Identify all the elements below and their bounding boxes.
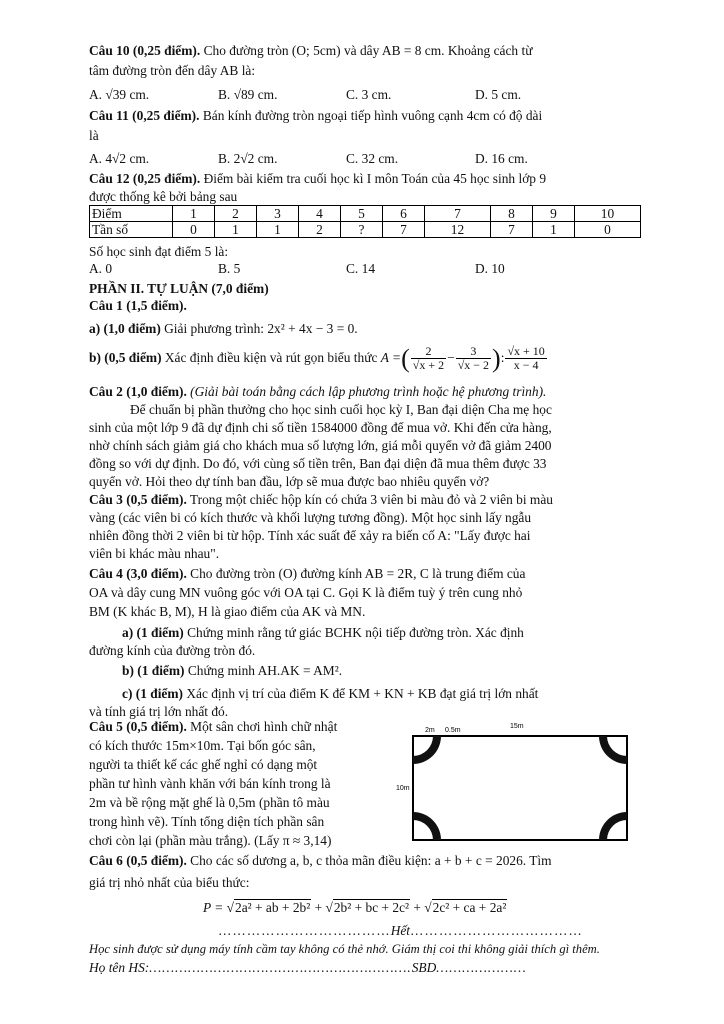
c6-expr-lhs: P = (203, 900, 224, 915)
c4-c (122, 685, 538, 702)
fraction-num: 3 (456, 345, 491, 359)
c2-line1 (89, 383, 546, 400)
table-cell: 8 (491, 206, 533, 222)
c4-line2: OA và dây cung MN vuông góc với OA tại C. Gọi K là điểm tuỳ ý trên cung nhỏ (89, 585, 523, 600)
fraction-den: √x − 2 (457, 358, 490, 373)
c4-c-2: và tính giá trị lớn nhất đó. (89, 704, 229, 719)
c2-note: (Giải bài toán bằng cách lập phương trình hoặc hệ phương trình). (186, 384, 547, 399)
fraction-2 (456, 345, 491, 372)
q10-option-c: C. 3 cm. (346, 87, 392, 102)
c3-line1 (89, 491, 553, 508)
c2-title: Câu 2 (1,0 điểm). (89, 384, 187, 399)
dots: ……………………………… (218, 923, 391, 938)
q12-option-c: C. 14 (346, 261, 376, 276)
c5-body-3: phần tư hình vành khăn với bán kính trong là (89, 776, 331, 791)
q10-option-d: D. 5 cm. (475, 87, 522, 102)
c1-title: Câu 1 (1,5 điểm). (89, 298, 187, 313)
c2-body-2: sinh của một lớp 9 đã dự định chi số tiền 1584000 đồng để mua vở. Khi đến cửa hàng, (89, 420, 552, 435)
table-cell: 6 (383, 206, 425, 222)
c4-c-text: Xác định vị trí của điểm K để KM + KN + KB đạt giá trị lớn nhất (182, 686, 539, 701)
table-cell: 0 (173, 222, 215, 238)
paren-open: ( (401, 343, 410, 373)
q11-option-d: D. 16 cm. (475, 151, 528, 166)
c6-line2: giá trị nhỏ nhất của biểu thức: (89, 875, 250, 890)
c1-b-label: b) (0,5 điểm) (89, 350, 162, 365)
table-row (90, 206, 641, 222)
c6-text: Cho các số dương a, b, c thỏa mãn điều kiện: a + b + c = 2026. Tìm (186, 853, 552, 868)
fraction-den: √x + 2 (412, 358, 445, 373)
q10-option-a: A. √39 cm. (89, 87, 150, 102)
q12-line1 (89, 170, 546, 187)
c6-expression: P = √2a² + ab + 2b² + √2b² + bc + 2c² + √2c² + ca + 2a² (203, 900, 507, 915)
part2-title: PHẦN II. TỰ LUẬN (7,0 điểm) (89, 281, 269, 296)
c4-text: Cho đường tròn (O) đường kính AB = 2R, C là trung điểm của (186, 566, 526, 581)
table-cell: 7 (383, 222, 425, 238)
q10-line2: tâm đường tròn đến dây AB là: (89, 63, 256, 78)
sqrt-term-2: 2b² + bc + 2c² (333, 900, 410, 915)
c6-title: Câu 6 (0,5 điểm). (89, 853, 187, 868)
q11-option-b: B. 2√2 cm. (218, 151, 278, 166)
fraction-1 (411, 345, 446, 372)
fig-label-15m: 15m (510, 723, 524, 730)
c3-text: Trong một chiếc hộp kín có chứa 3 viên bi màu đỏ và 2 viên bi màu (186, 492, 553, 507)
dots: ……………………………… (410, 923, 583, 938)
q11-title: Câu 11 (0,25 điểm). (89, 108, 200, 123)
q11-line1 (89, 107, 542, 124)
table-cell: 1 (257, 222, 299, 238)
sqrt-term-1: 2a² + ab + 2b² (235, 900, 311, 915)
c5-body-6: chơi còn lại (phần màu trắng). (Lấy π ≈ 3,14) (89, 833, 332, 848)
table-cell: Tần số (90, 222, 173, 238)
c2-body-1: Để chuẩn bị phần thưởng cho học sinh cuối học kỳ I, Ban đại diện Cha mẹ học (130, 402, 552, 417)
c5-line1 (89, 718, 337, 735)
c5-text: Một sân chơi hình chữ nhật (186, 719, 338, 734)
c5-body-1: có kích thước 15m×10m. Tại bốn góc sân, (89, 738, 316, 753)
c4-a (122, 624, 524, 641)
table-cell: 1 (173, 206, 215, 222)
c1-a (89, 320, 358, 337)
sbd-label: SBD (411, 960, 437, 975)
score-table (89, 205, 641, 238)
fraction-num: 2 (411, 345, 446, 359)
c5-title: Câu 5 (0,5 điểm). (89, 719, 187, 734)
fig-label-05m: 0.5m (445, 727, 461, 734)
footer-end-line (218, 922, 583, 939)
c1-b-expr-lhs: A = (380, 350, 402, 365)
q10-text: Cho đường tròn (O; 5cm) và dây AB = 8 cm. Khoảng cách từ (200, 43, 533, 58)
c5-body-4: 2m và bề rộng mặt ghế là 0,5m (phần tô màu (89, 795, 330, 810)
fig-label-10m: 10m (396, 785, 410, 792)
footer-name-line (89, 959, 527, 976)
table-cell: 12 (425, 222, 491, 238)
table-cell: 3 (257, 206, 299, 222)
name-label: Họ tên HS: (89, 960, 150, 975)
c3-body-3: viên bi khác màu nhau". (89, 546, 220, 561)
c2-body-5: quyển vở. Hỏi theo dự tính ban đầu, lớp sẽ mua được bao nhiêu quyển vở? (89, 474, 490, 489)
table-cell: 2 (299, 222, 341, 238)
c1-a-label: a) (1,0 điểm) (89, 321, 161, 336)
table-row (90, 222, 641, 238)
q12-option-a: A. 0 (89, 261, 113, 276)
c4-b (122, 662, 342, 679)
q12-line2: được thống kê bởi bảng sau (89, 189, 238, 204)
dots: ………………… (436, 960, 527, 975)
fraction-num: √x + 10 (507, 344, 545, 359)
c1-a-text: Giải phương trình: 2x² + 4x − 3 = 0. (160, 321, 358, 336)
table-cell: 0 (575, 222, 641, 238)
fraction-den: x − 4 (513, 358, 539, 373)
c1-b-text: Xác định điều kiện và rút gọn biểu thức (161, 350, 381, 365)
q12-title: Câu 12 (0,25 điểm). (89, 171, 201, 186)
dots: ……………………………………………………. (149, 960, 412, 975)
c3-body-1: vàng (các viên bi có kích thước và khối lượng tương đồng). Một học sinh lấy ngẫu (89, 510, 532, 525)
c4-line3: BM (K khác B, M), H là giao điểm của AK và MN. (89, 604, 366, 619)
q10-option-b: B. √89 cm. (218, 87, 278, 102)
q11-option-a: A. 4√2 cm. (89, 151, 150, 166)
playground-rect (413, 736, 627, 840)
playground-figure (395, 722, 635, 847)
table-cell: 5 (341, 206, 383, 222)
footer-note: Học sinh được sử dụng máy tính cầm tay không có thẻ nhớ. Giám thị coi thi không giải thích gì thêm. (89, 942, 600, 956)
q10-line1 (89, 42, 532, 59)
table-cell: 9 (533, 206, 575, 222)
table-cell: 7 (425, 206, 491, 222)
table-cell: 4 (299, 206, 341, 222)
paren-close: ) (492, 343, 501, 373)
c2-body-4: đồng so với dự định. Do đó, với cùng số tiền trên, Ban đại diện đã mua thêm được 33 (89, 456, 547, 471)
c4-c-label: c) (1 điểm) (122, 686, 183, 701)
fraction-3 (505, 345, 546, 372)
table-cell: 1 (533, 222, 575, 238)
c5-body-2: người ta thiết kế các ghế nghỉ có dạng một (89, 757, 318, 772)
c6-line1 (89, 852, 552, 869)
table-cell: 1 (215, 222, 257, 238)
sqrt-term-3: 2c² + ca + 2a² (432, 900, 507, 915)
q12-option-b: B. 5 (218, 261, 241, 276)
q11-text: Bán kính đường tròn ngoại tiếp hình vuông cạnh 4cm có độ dài (199, 108, 543, 123)
c1-b: b) (0,5 điểm) Xác định điều kiện và rút gọn biểu thức A =( $\frac{2}{√x + 2}$ − $\frac{3}{√x - 2}$ ): $\frac{√x + 10}{x - 4}$ (89, 343, 545, 373)
end-word: Hết (390, 923, 411, 938)
q11-option-c: C. 32 cm. (346, 151, 399, 166)
c4-b-label: b) (1 điểm) (122, 663, 185, 678)
c3-body-2: nhiên đồng thời 2 viên bi từ hộp. Tính xác suất để xảy ra biến cố A: "Lấy được hai (89, 528, 531, 543)
c4-a-label: a) (1 điểm) (122, 625, 184, 640)
table-cell: 10 (575, 206, 641, 222)
q11-line2: là (89, 128, 99, 143)
q12-text: Điểm bài kiểm tra cuối học kì I môn Toán của 45 học sinh lớp 9 (200, 171, 547, 186)
c2-body-3: nhờ chính sách giảm giá cho khách mua số lượng lớn, giá mỗi quyển vở đã giảm 2400 (89, 438, 552, 453)
table-cell: 2 (215, 206, 257, 222)
c4-title: Câu 4 (3,0 điểm). (89, 566, 187, 581)
q10-title: Câu 10 (0,25 điểm). (89, 43, 201, 58)
c4-a-text: Chứng minh rằng tứ giác BCHK nội tiếp đường tròn. Xác định (183, 625, 524, 640)
c4-line1 (89, 565, 525, 582)
q12-question: Số học sinh đạt điểm 5 là: (89, 244, 229, 259)
table-cell: ? (341, 222, 383, 238)
c4-b-text: Chứng minh AH.AK = AM². (184, 663, 343, 678)
table-cell: 7 (491, 222, 533, 238)
q12-option-d: D. 10 (475, 261, 505, 276)
c3-title: Câu 3 (0,5 điểm). (89, 492, 187, 507)
table-cell: Điểm (90, 206, 173, 222)
fig-label-2m: 2m (425, 727, 435, 734)
c5-body-5: trong hình vẽ). Tính tổng diện tích phần sân (89, 814, 325, 829)
c4-a-2: đường kính của đường tròn đó. (89, 643, 256, 658)
